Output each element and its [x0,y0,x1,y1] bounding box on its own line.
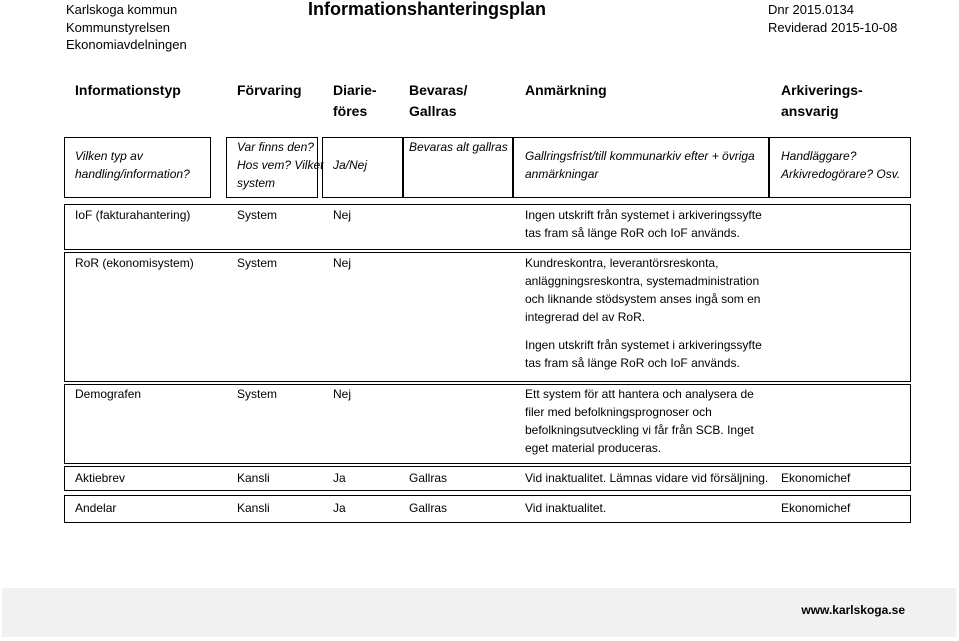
row-diariefores: Ja [333,501,346,515]
note-line: eget material produceras. [525,441,662,455]
guide-line: Handläggare? [781,149,857,163]
note-line: Ingen utskrift från systemet i arkiveringssyfte [525,338,762,352]
row-forvaring: Kansli [237,501,270,515]
row-bevaras: Gallras [409,501,448,515]
row-forvaring: System [237,256,278,270]
note-line: integrerad del av RoR. [525,310,646,324]
guide-line: Arkivredogörare? Osv. [781,167,901,181]
col-header-line: Informationstyp [75,82,181,98]
row-anmarkning: Vid inaktualitet. Lämnas vidare vid försäljning. [525,471,769,485]
guide-line: Hos vem? Vilket [237,158,324,172]
document-number: Dnr 2015.0134 [768,2,855,17]
row-diariefores: Nej [333,256,352,270]
row-forvaring: System [237,387,278,401]
guide-line: Var finns den? [237,140,314,154]
col-header-line: Diarie- [333,82,377,98]
col-header-forvaring [237,80,302,101]
note-line: Kundreskontra, leverantörsreskonta, [525,256,719,270]
guide-line: Ja/Nej [333,158,368,172]
row-informationstyp: IoF (fakturahantering) [75,208,191,222]
note-line: tas fram så länge RoR och IoF används. [525,356,740,370]
guide-diariefores [333,156,367,174]
col-header-informationstyp [75,80,181,101]
note-line: och liknande stödsystem anses ingå som en [525,292,761,306]
note-line: anläggningsreskontra, systemadministration [525,274,760,288]
org-name: Karlskoga kommun [66,2,178,17]
note-line: filer med befolkningsprognoser och [525,405,712,419]
document-title: Informationshanteringsplan [308,0,547,19]
col-header-line: föres [333,103,368,119]
org-department: Kommunstyrelsen [66,20,171,35]
guide-ansvarig [781,147,900,183]
guide-informationstyp [75,147,190,183]
col-header-line: Anmärkning [525,82,607,98]
row-informationstyp: Demografen [75,387,142,401]
col-header-arkiveringsansvarig [781,80,863,122]
row-diariefores: Nej [333,208,352,222]
row-forvaring: System [237,208,278,222]
col-header-line: Bevaras/ [409,82,468,98]
row-anmarkning: Vid inaktualitet. [525,501,607,515]
note-line: Ett system för att hantera och analysera de [525,387,754,401]
col-header-line: ansvarig [781,103,839,119]
note-line: befolkningsutveckling vi får från SCB. Inget [525,423,754,437]
guide-line: Gallringsfrist/till kommunarkiv efter + övriga [525,149,755,163]
note-line: tas fram så länge RoR och IoF används. [525,226,740,240]
guide-line: Vilken typ av [75,149,143,163]
guide-line: system [237,176,276,190]
revision-date: Reviderad 2015-10-08 [768,20,898,35]
guide-line: handling/information? [75,167,190,181]
col-header-line: Gallras [409,103,457,119]
row-diariefores: Ja [333,471,346,485]
guide-forvaring [237,138,323,192]
note-line [525,326,762,336]
guide-anmarkning [525,147,755,183]
row-ansvarig: Ekonomichef [781,471,851,485]
guide-line: Bevaras alt gallras [409,140,508,154]
col-header-anmarkning [525,80,607,101]
row-anmarkning [525,254,762,372]
row-ansvarig: Ekonomichef [781,501,851,515]
website-link[interactable]: www.karlskoga.se [801,603,905,617]
row-informationstyp: Aktiebrev [75,471,126,485]
table-row [64,204,911,250]
note-line: Ingen utskrift från systemet i arkiveringssyfte [525,208,762,222]
row-informationstyp: Andelar [75,501,117,515]
guide-bevaras [409,138,508,156]
row-bevaras: Gallras [409,471,448,485]
col-header-diariefores [333,80,377,122]
col-header-line: Förvaring [237,82,302,98]
col-header-line: Arkiverings- [781,82,863,98]
col-header-bevaras-gallras [409,80,467,122]
guide-line: anmärkningar [525,167,599,181]
table-row [64,384,911,464]
row-anmarkning [525,385,754,457]
row-forvaring: Kansli [237,471,270,485]
org-unit: Ekonomiavdelningen [66,37,187,52]
row-diariefores: Nej [333,387,352,401]
row-informationstyp: RoR (ekonomisystem) [75,256,194,270]
row-anmarkning [525,206,762,242]
